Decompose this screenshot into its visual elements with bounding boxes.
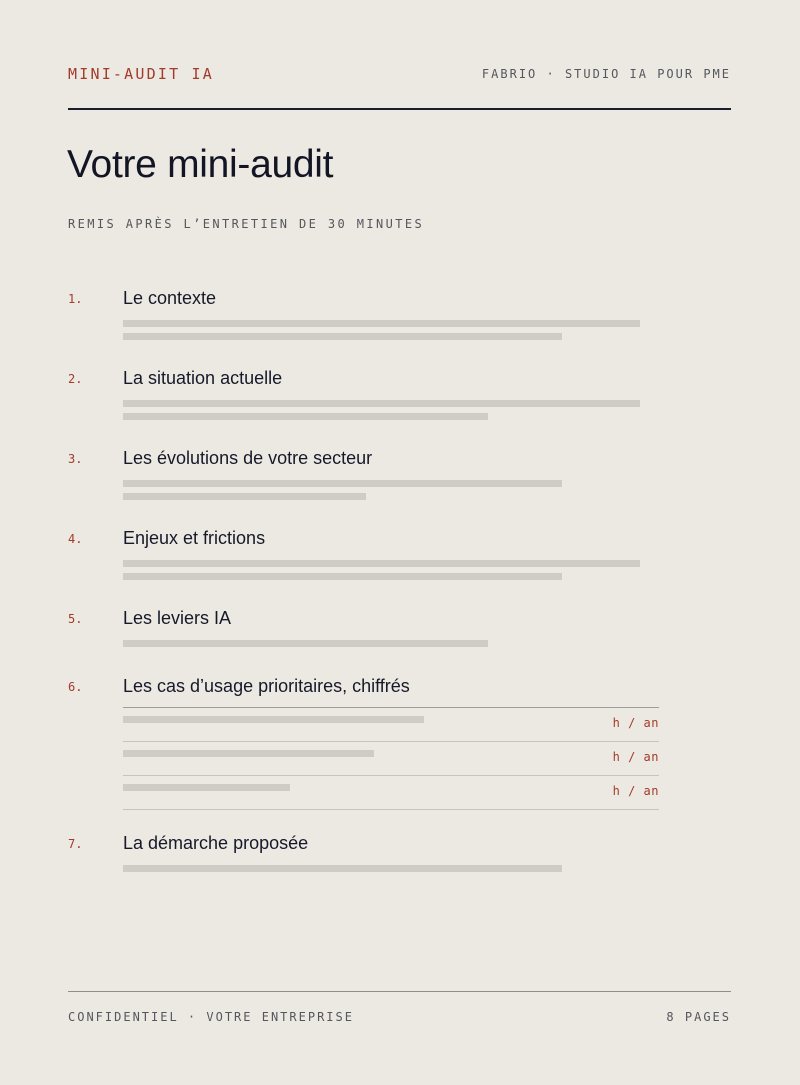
text-placeholder-bar	[123, 320, 640, 327]
text-placeholder-bar	[123, 400, 640, 407]
page-count: 8 PAGES	[666, 1010, 731, 1024]
section-title: La démarche proposée	[123, 833, 309, 853]
page-header	[68, 60, 731, 110]
section-number: 2.	[68, 372, 83, 386]
section-number: 4.	[68, 532, 83, 546]
section-title: Le contexte	[123, 288, 217, 308]
use-case-table	[123, 707, 659, 810]
text-placeholder-bar	[123, 573, 562, 580]
text-placeholder-bar	[123, 413, 488, 420]
text-placeholder-bar	[123, 640, 488, 647]
section-title: Les leviers IA	[123, 608, 232, 628]
section-title: Enjeux et frictions	[123, 528, 266, 548]
studio-label: FABRIO · STUDIO IA POUR PME	[481, 67, 731, 81]
section-title: La situation actuelle	[123, 368, 283, 388]
text-placeholder-bar	[123, 750, 374, 757]
hours-per-year-unit: h / an	[612, 784, 659, 798]
section-number: 3.	[68, 452, 83, 466]
use-case-row	[123, 742, 659, 776]
section-number: 5.	[68, 612, 83, 626]
page-subtitle: REMIS APRÈS L’ENTRETIEN DE 30 MINUTES	[68, 217, 425, 231]
hours-per-year-unit: h / an	[612, 750, 659, 764]
page-title: Votre mini-audit	[67, 143, 334, 186]
text-placeholder-bar	[123, 784, 290, 791]
brand-label: MINI-AUDIT IA	[68, 65, 214, 83]
hours-per-year-unit: h / an	[612, 716, 659, 730]
page-footer	[68, 991, 731, 1032]
section-title: Les évolutions de votre secteur	[123, 448, 373, 468]
section-number: 7.	[68, 837, 83, 851]
use-case-row	[123, 776, 659, 810]
section-title: Les cas d’usage prioritaires, chiffrés	[123, 676, 410, 696]
use-case-row	[123, 708, 659, 742]
text-placeholder-bar	[123, 716, 424, 723]
text-placeholder-bar	[123, 480, 562, 487]
confidential-label: CONFIDENTIEL · VOTRE ENTREPRISE	[68, 1010, 354, 1024]
text-placeholder-bar	[123, 865, 562, 872]
text-placeholder-bar	[123, 560, 640, 567]
section-number: 1.	[68, 292, 83, 306]
section-number: 6.	[68, 680, 83, 694]
text-placeholder-bar	[123, 493, 366, 500]
text-placeholder-bar	[123, 333, 562, 340]
